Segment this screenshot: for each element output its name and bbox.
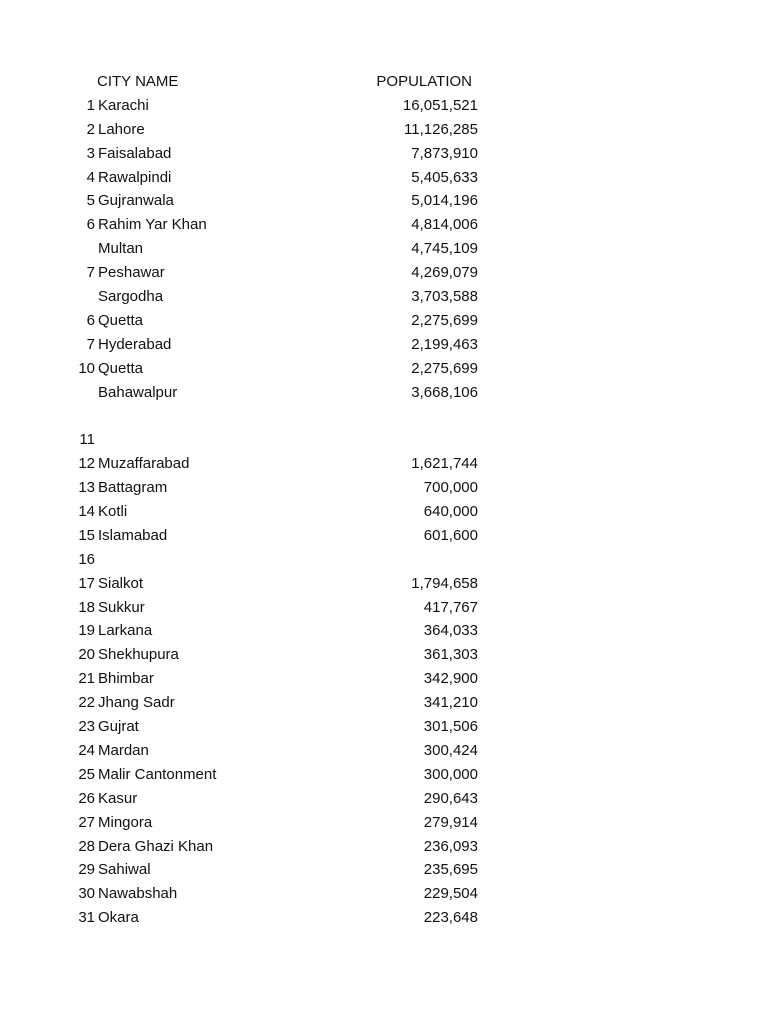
row-number: 16: [78, 550, 95, 568]
table-row: [0, 906, 768, 930]
table-header: [0, 70, 768, 94]
city-name: Gujrat: [98, 718, 139, 736]
city-name: Okara: [98, 909, 139, 927]
population-value: 4,814,006: [411, 216, 478, 234]
population-value: 640,000: [423, 503, 478, 521]
population-value: 364,033: [423, 622, 478, 640]
city-name: Larkana: [98, 622, 153, 640]
city-name: Quetta: [98, 359, 144, 377]
population-table: [0, 70, 768, 930]
population-value: 279,914: [423, 813, 478, 831]
city-name: Islamabad: [98, 526, 168, 544]
population-value: 229,504: [423, 885, 478, 903]
city-name: Sahiwal: [98, 861, 151, 879]
table-body: [0, 94, 768, 930]
table-row: [0, 524, 768, 548]
table-row: [0, 835, 768, 859]
row-number: 25: [78, 765, 95, 783]
row-number: 2: [86, 120, 95, 138]
table-row: [0, 118, 768, 142]
population-value: 5,405,633: [411, 168, 478, 186]
table-row: [0, 715, 768, 739]
table-row: [0, 500, 768, 524]
table-row: [0, 404, 768, 428]
table-row: [0, 285, 768, 309]
city-name: Jhang Sadr: [98, 694, 175, 712]
population-value: 361,303: [423, 646, 478, 664]
population-value: 417,767: [423, 598, 478, 616]
table-row: [0, 94, 768, 118]
population-value: 2,275,699: [411, 311, 478, 329]
city-name: Bahawalpur: [98, 383, 178, 401]
population-value: 1,794,658: [411, 574, 478, 592]
population-value: 4,745,109: [411, 240, 478, 258]
table-row: [0, 452, 768, 476]
row-number: 14: [78, 503, 95, 521]
table-row: [0, 739, 768, 763]
table-row: [0, 261, 768, 285]
city-name: Rahim Yar Khan: [98, 216, 207, 234]
table-row: [0, 548, 768, 572]
row-number: 23: [78, 718, 95, 736]
row-number: 31: [78, 909, 95, 927]
city-name: Malir Cantonment: [98, 765, 217, 783]
population-value: 300,424: [423, 741, 478, 759]
city-name: Shekhupura: [98, 646, 179, 664]
population-value: 2,199,463: [411, 335, 478, 353]
row-number: 3: [86, 144, 95, 162]
row-number: 19: [78, 622, 95, 640]
row-number: 28: [78, 837, 95, 855]
table-row: [0, 811, 768, 835]
row-number: 6: [86, 311, 95, 329]
population-value: 3,668,106: [411, 383, 478, 401]
row-number: 13: [78, 479, 95, 497]
city-name: Faisalabad: [98, 144, 172, 162]
city-name: Bhimbar: [98, 670, 154, 688]
table-row: [0, 667, 768, 691]
city-name: Rawalpindi: [98, 168, 172, 186]
row-number: 30: [78, 885, 95, 903]
population-value: 5,014,196: [411, 192, 478, 210]
table-row: [0, 189, 768, 213]
row-number: 11: [79, 431, 95, 449]
table-row: [0, 309, 768, 333]
table-row: [0, 619, 768, 643]
city-name: Muzaffarabad: [98, 455, 190, 473]
table-row: [0, 333, 768, 357]
population-value: 235,695: [423, 861, 478, 879]
population-value: 7,873,910: [411, 144, 478, 162]
city-name: Sargodha: [98, 288, 164, 306]
row-number: 1: [86, 96, 95, 114]
population-value: 290,643: [423, 789, 478, 807]
table-row: [0, 763, 768, 787]
row-number: 10: [78, 359, 95, 377]
city-name: Sialkot: [98, 574, 144, 592]
row-number: 7: [86, 264, 95, 282]
population-value: 700,000: [423, 479, 478, 497]
population-value: 16,051,521: [402, 96, 478, 114]
row-number: 17: [78, 574, 95, 592]
city-name: Kasur: [98, 789, 138, 807]
city-name: Quetta: [98, 311, 144, 329]
population-value: 601,600: [423, 526, 478, 544]
city-name: Mingora: [98, 813, 153, 831]
population-value: 11,126,285: [404, 120, 478, 138]
row-number: 7: [86, 335, 95, 353]
table-row: [0, 213, 768, 237]
row-number: 24: [78, 741, 95, 759]
city-name: Kotli: [98, 503, 128, 521]
table-row: [0, 572, 768, 596]
table-row: [0, 787, 768, 811]
city-name: Sukkur: [98, 598, 145, 616]
city-name: Nawabshah: [98, 885, 178, 903]
table-row: [0, 643, 768, 667]
row-number: 15: [78, 526, 95, 544]
table-row: [0, 476, 768, 500]
row-number: 12: [78, 455, 95, 473]
city-name: Lahore: [98, 120, 145, 138]
table-row: [0, 381, 768, 405]
city-name: Karachi: [98, 96, 149, 114]
table-row: [0, 691, 768, 715]
table-row: [0, 596, 768, 620]
city-name: Dera Ghazi Khan: [98, 837, 214, 855]
table-row: [0, 882, 768, 906]
city-name: Multan: [98, 240, 144, 258]
row-number: 27: [78, 813, 95, 831]
city-name-header: CITY NAME: [97, 73, 179, 90]
city-name: Mardan: [98, 741, 149, 759]
table-row: [0, 142, 768, 166]
population-value: 342,900: [423, 670, 478, 688]
population-value: 236,093: [423, 837, 478, 855]
population-value: 3,703,588: [411, 288, 478, 306]
table-row: [0, 357, 768, 381]
population-value: 341,210: [423, 694, 478, 712]
row-number: 5: [86, 192, 95, 210]
population-value: 300,000: [423, 765, 478, 783]
population-value: 4,269,079: [411, 264, 478, 282]
row-number: 29: [78, 861, 95, 879]
table-row: [0, 858, 768, 882]
table-row: [0, 237, 768, 261]
population-header: POPULATION: [376, 73, 472, 90]
row-number: 22: [78, 694, 95, 712]
row-number: 6: [86, 216, 95, 234]
row-number: 4: [86, 168, 95, 186]
population-value: 301,506: [423, 718, 478, 736]
row-number: 26: [78, 789, 95, 807]
table-row: [0, 166, 768, 190]
row-number: 18: [78, 598, 95, 616]
row-number: 20: [78, 646, 95, 664]
city-name: Peshawar: [98, 264, 165, 282]
row-number: 21: [78, 670, 95, 688]
city-name: Gujranwala: [98, 192, 174, 210]
population-value: 2,275,699: [411, 359, 478, 377]
table-row: [0, 428, 768, 452]
city-name: Battagram: [98, 479, 168, 497]
city-name: Hyderabad: [98, 335, 172, 353]
population-value: 223,648: [423, 909, 478, 927]
population-value: 1,621,744: [411, 455, 478, 473]
